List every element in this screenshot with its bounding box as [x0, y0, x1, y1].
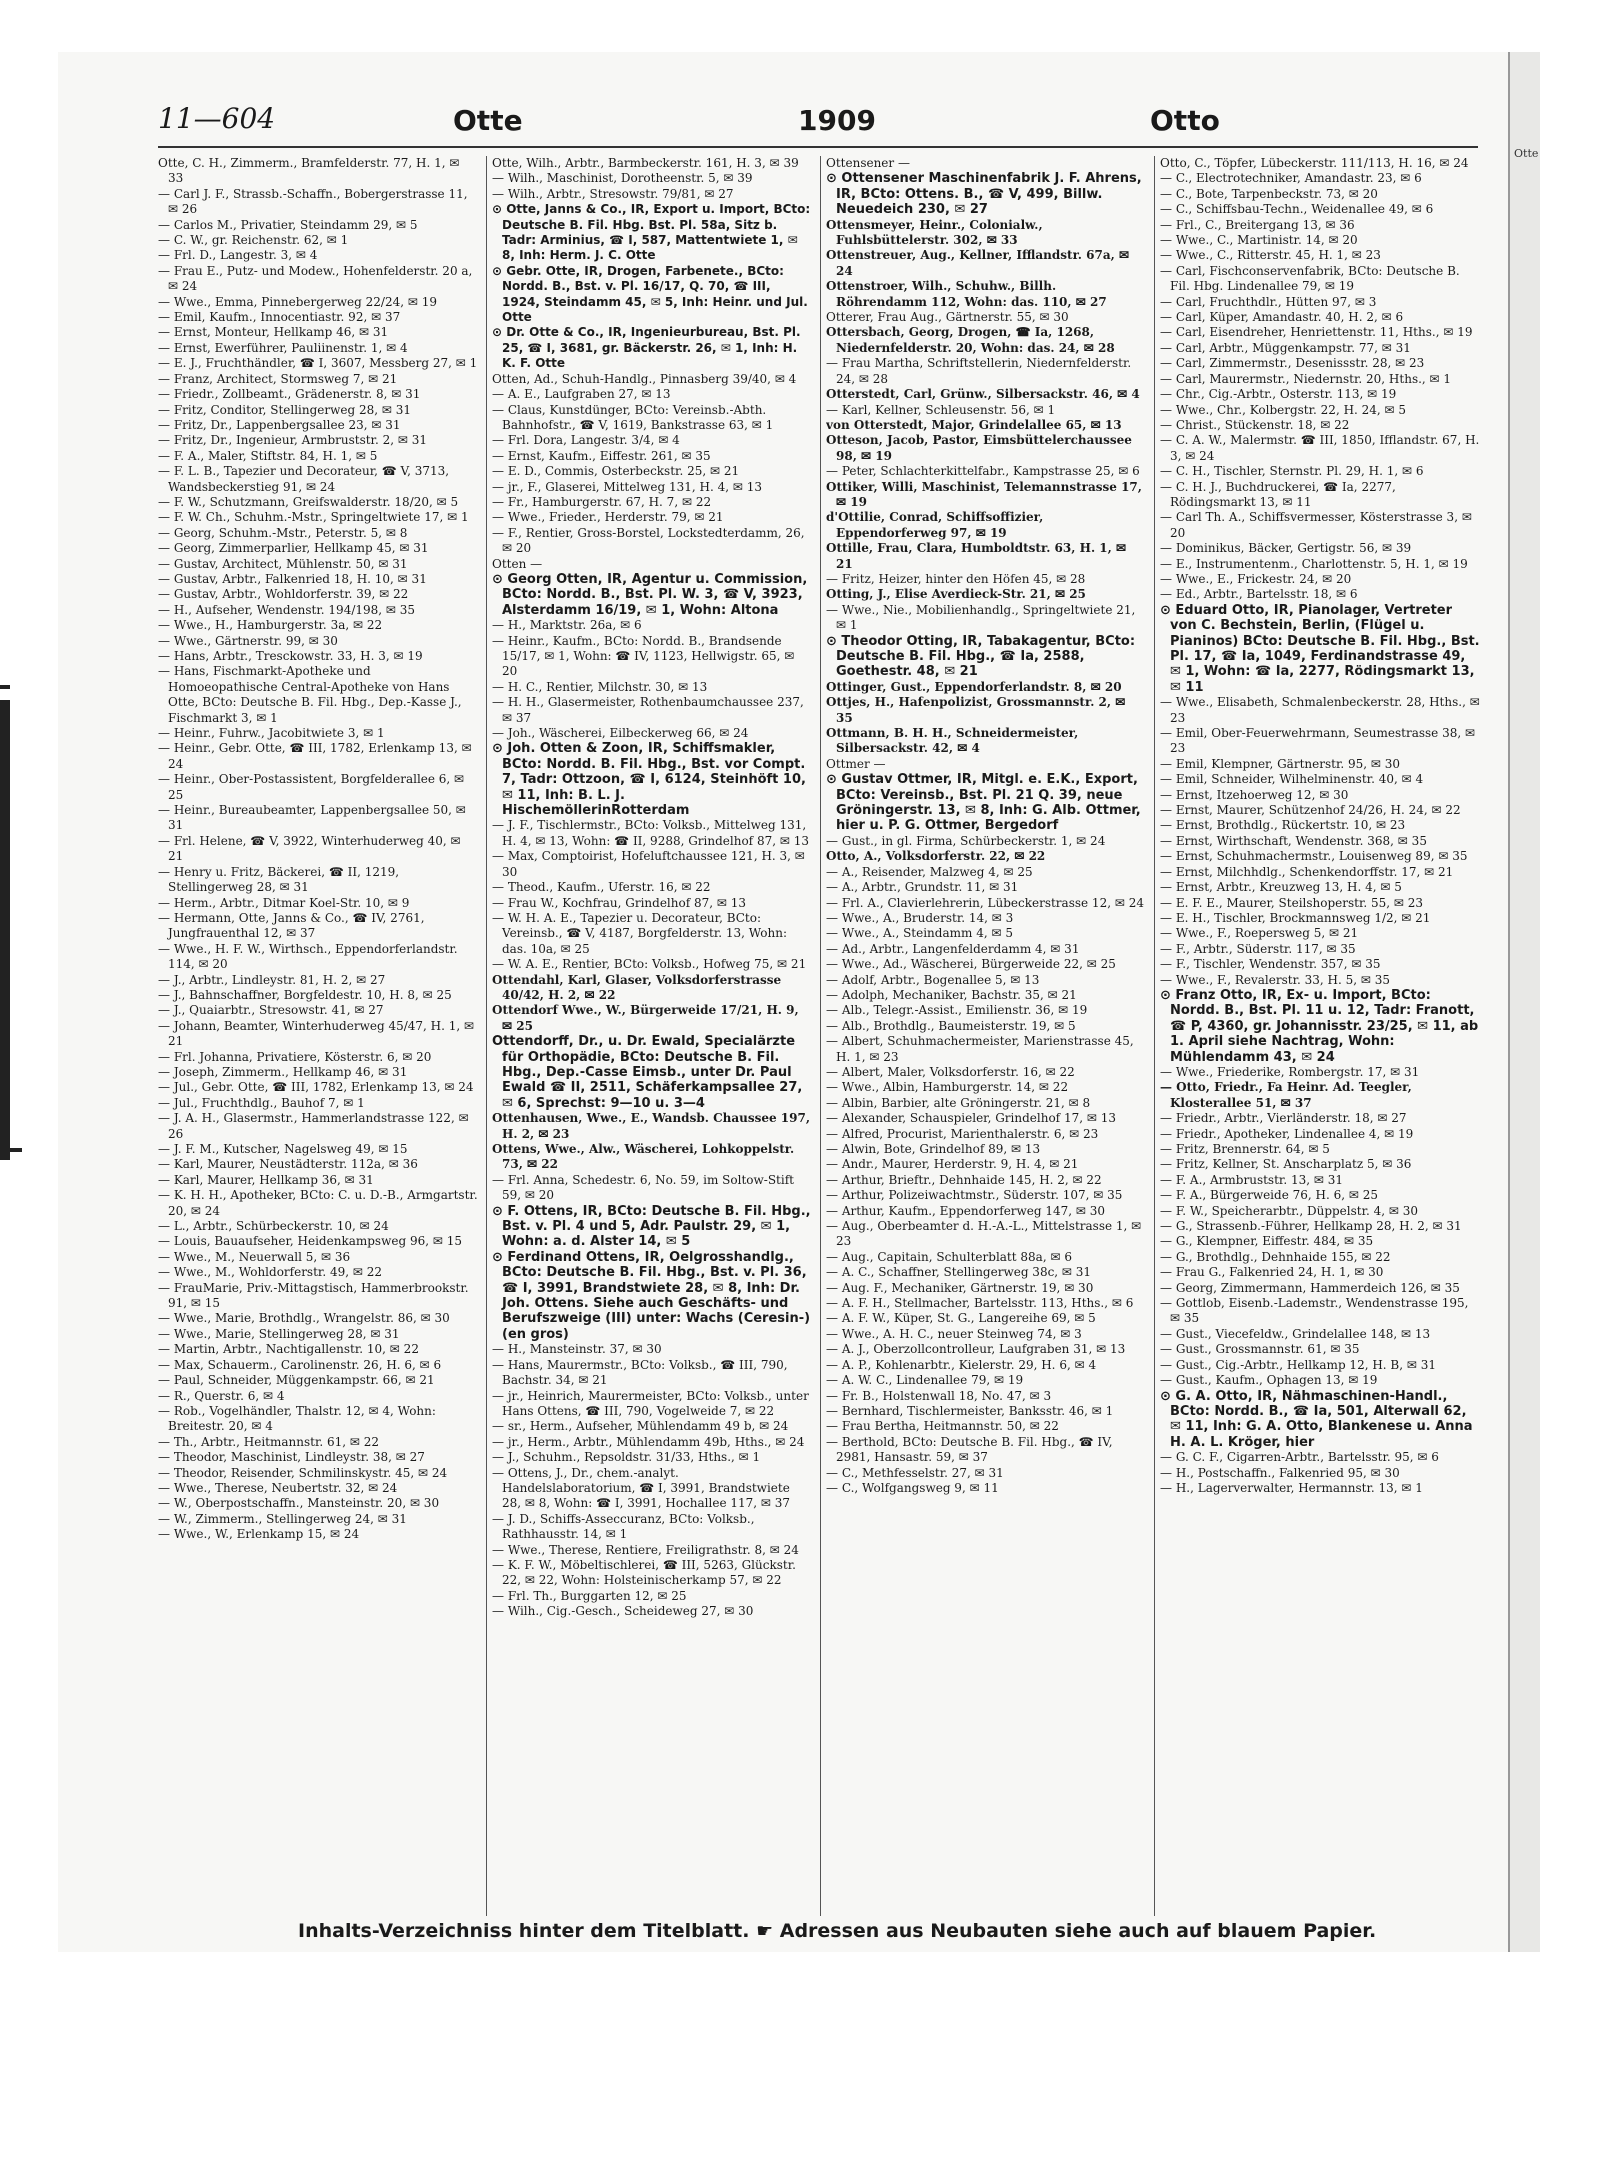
directory-entry: — Carl, Zimmermstr., Desenissstr. 28, ✉ 23: [1160, 356, 1425, 371]
directory-entry: — Fritz, Conditor, Stellingerweg 28, ✉ 31: [158, 402, 412, 417]
firm-entry: ⊙ F. Ottens, IR, BCto: Deutsche B. Fil. Hbg., Bst. v. Pl. 4 und 5, Adr. Paulstr. 29, ✉ 1, Wohn: a. d. Alster 14, ✉ 5: [492, 1203, 811, 1250]
directory-entry: ⊙ Dr. Otte & Co., IR, Ingenieurbureau, Bst. Pl. 25, ☎ I, 3681, gr. Bäckerstr. 26, ✉ 1, Inh: H. K. F. Otte: [492, 325, 801, 371]
column-divider: [486, 156, 487, 1916]
directory-entry: — Heinr., Ober-Postassistent, Borgfelderallee 6, ✉ 25: [158, 772, 465, 802]
directory-entry: — J., Arbtr., Lindleystr. 81, H. 2, ✉ 27: [158, 972, 386, 987]
directory-entry: — Fritz, Kellner, St. Anscharplatz 5, ✉ 36: [1160, 1157, 1412, 1172]
directory-entry: — G., Brothdlg., Dehnhaide 155, ✉ 22: [1160, 1249, 1391, 1264]
directory-entry: — Georg, Zimmermann, Hammerdeich 126, ✉ 35: [1160, 1280, 1460, 1295]
directory-entry: d'Ottilie, Conrad, Schiffsoffizier, Eppendorferweg 97, ✉ 19: [826, 510, 1044, 540]
directory-entry: — C. H., Tischler, Sternstr. Pl. 29, H. 1, ✉ 6: [1160, 464, 1424, 479]
directory-entry: — Albin, Barbier, alte Gröningerstr. 21, ✉ 8: [826, 1095, 1091, 1110]
directory-entry: — Adolph, Mechaniker, Bachstr. 35, ✉ 21: [826, 987, 1077, 1002]
directory-entry: Otting, J., Elise Averdieck-Str. 21, ✉ 25: [826, 587, 1086, 602]
directory-entry: — Max, Schauerm., Carolinenstr. 26, H. 6, ✉ 6: [158, 1357, 442, 1372]
directory-entry: — Carl Th. A., Schiffsvermesser, Kösterstrasse 3, ✉ 20: [1160, 510, 1472, 540]
directory-entry: — Heinr., Gebr. Otte, ☎ III, 1782, Erlenkamp 13, ✉ 24: [158, 741, 472, 771]
directory-entry: Ottersbach, Georg, Drogen, ☎ Ia, 1268, Niedernfelderstr. 20, Wohn: das. 24, ✉ 28: [826, 325, 1115, 355]
directory-entry: — F. W., Speicherarbtr., Düppelstr. 4, ✉ 30: [1160, 1203, 1419, 1218]
firm-entry: Ottendorff, Dr., u. Dr. Ewald, Specialärzte für Orthopädie, BCto: Deutsche B. Fil. Hbg., Dep.-Casse Eimsb., unter Dr. Paul Ewald ☎ II, 2511, Schäferkampsallee 27, ✉ 6, Sprechst: 9—10 u. 3—4: [492, 1034, 803, 1111]
column-2: [492, 156, 812, 1916]
directory-entry: Otto, A., Volksdorferstr. 22, ✉ 22: [826, 849, 1046, 864]
directory-entry: von Otterstedt, Major, Grindelallee 65, ✉ 13: [826, 417, 1122, 432]
directory-entry: Ottendahl, Karl, Glaser, Volksdorferstrasse 40/42, H. 2, ✉ 22: [492, 972, 782, 1002]
year: 1909: [798, 104, 876, 137]
directory-entry: — C., Electrotechniker, Amandastr. 23, ✉ 6: [1160, 171, 1422, 186]
directory-entry: — Hans, Arbtr., Tresckowstr. 33, H. 3, ✉ 19: [158, 649, 423, 663]
directory-entry: — Gustav, Arbtr., Falkenried 18, H. 10, ✉ 31: [158, 571, 427, 586]
directory-entry: — E. H., Tischler, Brockmannsweg 1/2, ✉ 21: [1160, 910, 1431, 925]
directory-entry: — Fr. B., Holstenwall 18, No. 47, ✉ 3: [826, 1388, 1052, 1403]
directory-entry: Ottensmeyer, Heinr., Colonialw., Fuhlsbüttelerstr. 302, ✉ 33: [826, 217, 1043, 248]
directory-entry: — Ernst, Kaufm., Eiffestr. 261, ✉ 35: [492, 448, 711, 463]
directory-entry: — Theodor, Maschinist, Lindleystr. 38, ✉ 27: [158, 1450, 425, 1465]
directory-entry: — Joh., Wäscherei, Eilbeckerweg 66, ✉ 24: [492, 726, 749, 741]
directory-entry: Otten, Ad., Schuh-Handlg., Pinnasberg 39/40, ✉ 4: [492, 371, 797, 386]
directory-entry: — Wwe., Therese, Neubertstr. 32, ✉ 24: [158, 1480, 398, 1495]
directory-entry: — Ernst, Monteur, Hellkamp 46, ✉ 31: [158, 325, 389, 340]
directory-entry: — Wwe., H., Hamburgerstr. 3a, ✉ 22: [158, 618, 383, 633]
directory-entry: — H., Mansteinstr. 37, ✉ 30: [492, 1342, 662, 1357]
directory-entry: — sr., Herm., Aufseher, Mühlendamm 49 b, ✉ 24: [492, 1419, 789, 1434]
directory-entry: — Henry u. Fritz, Bäckerei, ☎ II, 1219, Stellingerweg 28, ✉ 31: [158, 864, 400, 895]
directory-entry: — Wwe., Marie, Stellingerweg 28, ✉ 31: [158, 1326, 400, 1341]
directory-entry: — Ernst, Milchhdlg., Schenkendorffstr. 17, ✉ 21: [1160, 864, 1454, 879]
directory-entry: Ottjes, H., Hafenpolizist, Grossmannstr. 2, ✉ 35: [826, 695, 1126, 725]
directory-entry: — Alexander, Schauspieler, Grindelhof 17, ✉ 13: [826, 1111, 1116, 1126]
column-1: [158, 156, 478, 1916]
directory-entry: — Ottens, J., Dr., chem.-analyt. Handelslaboratorium, ☎ I, 3991, Brandstwiete 28, ✉ 8, Wohn: ☎ I, 3991, Hochallee 117, ✉ 37: [492, 1465, 791, 1511]
directory-entry: — Karl, Maurer, Hellkamp 36, ✉ 31: [158, 1172, 374, 1187]
directory-entry: — Karl, Maurer, Neustädterstr. 112a, ✉ 36: [158, 1157, 418, 1172]
directory-entry: — Karl, Kellner, Schleusenstr. 56, ✉ 1: [826, 402, 1056, 417]
directory-entry: — Paul, Schneider, Müggenkampstr. 66, ✉ 21: [158, 1373, 435, 1388]
directory-entry: — FrauMarie, Priv.-Mittagstisch, Hammerbrookstr. 91, ✉ 15: [158, 1280, 469, 1311]
directory-entry: — Frau W., Kochfrau, Grindelhof 87, ✉ 13: [492, 895, 747, 910]
directory-entry: — H., Marktstr. 26a, ✉ 6: [492, 618, 642, 633]
directory-entry: Ottenstroer, Wilh., Schuhw., Billh. Röhrendamm 112, Wohn: das. 110, ✉ 27: [826, 279, 1107, 309]
directory-entry: — Ernst, Brothdlg., Rückertstr. 10, ✉ 23: [1160, 818, 1406, 833]
directory-entry: — Joseph, Zimmerm., Hellkamp 46, ✉ 31: [158, 1064, 408, 1079]
directory-entry: — Frl. Helene, ☎ V, 3922, Winterhuderweg 40, ✉ 21: [158, 833, 461, 864]
directory-entry: Otte, Wilh., Arbtr., Barmbeckerstr. 161, H. 3, ✉ 39: [492, 156, 799, 170]
directory-entry: — Otto, Friedr., Fa Heinr. Ad. Teegler, Klosterallee 51, ✉ 37: [1160, 1080, 1412, 1110]
page-number: 11—604: [158, 102, 276, 135]
directory-entry: — Aug. F., Mechaniker, Gärtnerstr. 19, ✉ 30: [826, 1280, 1094, 1295]
directory-entry: — L., Arbtr., Schürbeckerstr. 10, ✉ 24: [158, 1219, 389, 1234]
directory-entry: — Wwe., Albin, Hamburgerstr. 14, ✉ 22: [826, 1080, 1069, 1095]
directory-entry: — Christ., Stückenstr. 18, ✉ 22: [1160, 417, 1350, 432]
directory-entry: Otte, C. H., Zimmerm., Bramfelderstr. 77, H. 1, ✉ 33: [158, 156, 460, 186]
directory-entry: — jr., Heinrich, Maurermeister, BCto: Volksb., unter Hans Ottens, ☎ III, 790, Vogelweide 7, ✉ 22: [492, 1388, 809, 1418]
directory-entry: — C., Schiffsbau-Techn., Weidenallee 49, ✉ 6: [1160, 202, 1434, 217]
directory-entry: — F. A., Bürgerweide 76, H. 6, ✉ 25: [1160, 1188, 1379, 1203]
directory-entry: ⊙ Gebr. Otte, IR, Drogen, Farbenete., BCto: Nordd. B., Bst. v. Pl. 16/17, Q. 70, ☎ III, 1924, Steindamm 45, ✉ 5, Inh: Heinr. und Jul. Otte: [492, 263, 808, 325]
directory-entry: Otterstedt, Carl, Grünw., Silbersackstr. 46, ✉ 4: [826, 387, 1140, 402]
directory-entry: — Berthold, BCto: Deutsche B. Fil. Hbg., ☎ IV, 2981, Hansastr. 59, ✉ 37: [826, 1434, 1113, 1465]
directory-entry: — F. W. Ch., Schuhm.-Mstr., Springeltwiete 17, ✉ 1: [158, 510, 469, 525]
directory-entry: — Frl., C., Breitergang 13, ✉ 36: [1160, 217, 1355, 232]
directory-entry: — Ernst, Schuhmachermstr., Louisenweg 89, ✉ 35: [1160, 849, 1468, 864]
directory-entry: — H., Lagerverwalter, Hermannstr. 13, ✉ 1: [1160, 1480, 1423, 1495]
directory-entry: — Wwe., F., Revalerstr. 33, H. 5, ✉ 35: [1160, 972, 1391, 987]
directory-entry: — Wwe., H. F. W., Wirthsch., Eppendorferlandstr. 114, ✉ 20: [158, 941, 458, 972]
directory-entry: — Albert, Schuhmachermeister, Marienstrasse 45, H. 1, ✉ 23: [826, 1034, 1134, 1064]
directory-entry: — J. F. M., Kutscher, Nagelsweg 49, ✉ 15: [158, 1142, 408, 1156]
directory-entry: — Dominikus, Bäcker, Gertigstr. 56, ✉ 39: [1160, 541, 1412, 556]
directory-entry: — Wwe., Frieder., Herderstr. 79, ✉ 21: [492, 510, 724, 525]
directory-entry: — A. F. W., Küper, St. G., Langereihe 69, ✉ 5: [826, 1311, 1096, 1326]
directory-entry: — Albert, Maler, Volksdorferstr. 16, ✉ 22: [826, 1064, 1075, 1079]
directory-entry: — C. W., gr. Reichenstr. 62, ✉ 1: [158, 233, 349, 248]
directory-entry: — Heinr., Fuhrw., Jacobitwiete 3, ✉ 1: [158, 726, 385, 741]
directory-entry: — Heinr., Kaufm., BCto: Nordd. B., Brandsende 15/17, ✉ 1, Wohn: ☎ IV, 1123, Hellwigstr. 65, ✉ 20: [492, 633, 795, 679]
directory-entry: — F., Arbtr., Süderstr. 117, ✉ 35: [1160, 941, 1356, 956]
right-running-title: Otto: [1150, 104, 1220, 137]
directory-entry: — Jul., Gebr. Otte, ☎ III, 1782, Erlenkamp 13, ✉ 24: [158, 1080, 474, 1095]
directory-entry: — A. J., Oberzollcontrolleur, Laufgraben 31, ✉ 13: [826, 1342, 1126, 1357]
directory-entry: — Adolf, Arbtr., Bogenallee 5, ✉ 13: [826, 972, 1040, 987]
directory-entry: — Wilh., Maschinist, Dorotheenstr. 5, ✉ 39: [492, 171, 753, 186]
column-divider: [1154, 156, 1155, 1916]
directory-entry: — Frl. Th., Burggarten 12, ✉ 25: [492, 1588, 687, 1603]
directory-entry: — Claus, Kunstdünger, BCto: Vereinsb.-Abth. Bahnhofstr., ☎ V, 1619, Bankstrasse 63, ✉ 1: [492, 402, 774, 432]
directory-entry: — Gustav, Architect, Mühlenstr. 50, ✉ 31: [158, 556, 408, 571]
directory-entry: Ottensener —: [826, 156, 910, 170]
directory-entry: — J., Quaiarbtr., Stresowstr. 41, ✉ 27: [158, 1003, 384, 1018]
directory-entry: — E. F. E., Maurer, Steilshoperstr. 55, ✉ 23: [1160, 895, 1424, 910]
directory-entry: — E. D., Commis, Osterbeckstr. 25, ✉ 21: [492, 464, 740, 479]
directory-entry: — J., Schuhm., Repsoldstr. 31/33, Hths., ✉ 1: [492, 1450, 761, 1465]
directory-entry: — Carl, Arbtr., Müggenkampstr. 77, ✉ 31: [1160, 340, 1411, 355]
directory-entry: — Hans, Fischmarkt-Apotheke und Homoeopathische Central-Apotheke von Hans Otte, BCto: Deutsche B. Fil. Hbg., Dep.-Kasse J., Fischmarkt 3, ✉ 1: [158, 664, 462, 725]
adjacent-page-text: Otte: [1514, 147, 1539, 160]
directory-entry: Ottiker, Willi, Maschinist, Telemannstrasse 17, ✉ 19: [826, 479, 1142, 509]
directory-entry: — Wwe., Marie, Brothdlg., Wrangelstr. 86, ✉ 30: [158, 1311, 450, 1326]
page-footer: Inhalts-Verzeichniss hinter dem Titelblatt. ☛ Adressen aus Neubauten siehe auch auf blauem Papier.: [298, 1920, 1377, 1942]
directory-entry: — Gust., Grossmannstr. 61, ✉ 35: [1160, 1342, 1360, 1357]
directory-entry: — Wwe., M., Neuerwall 5, ✉ 36: [158, 1249, 351, 1264]
directory-entry: — Georg, Schuhm.-Mstr., Peterstr. 5, ✉ 8: [158, 525, 408, 540]
firm-entry: ⊙ Ferdinand Ottens, IR, Oelgrosshandlg., BCto: Deutsche B. Fil. Hbg., Bst. v. Pl. 36, ☎ I, 3991, Brandstwiete 28, ✉ 8, Inh: Dr. Joh. Ottens. Siehe auch Geschäfts- und Berufszweige (III) unter: Wachs (Ceresin-) (en gros): [492, 1249, 811, 1342]
directory-entry: — W., Oberpostschaffn., Mansteinstr. 20, ✉ 30: [158, 1496, 440, 1511]
directory-entry: — Wwe., A., Steindamm 4, ✉ 5: [826, 926, 1013, 941]
directory-entry: Otten —: [492, 556, 543, 571]
directory-entry: — Ernst, Arbtr., Kreuzweg 13, H. 4, ✉ 5: [1160, 880, 1402, 895]
directory-entry: — H. H., Glasermeister, Rothenbaumchaussee 237, ✉ 37: [492, 695, 804, 725]
directory-entry: Ottendorf Wwe., W., Bürgerweide 17/21, H. 9, ✉ 25: [492, 1003, 799, 1033]
directory-entry: — Friedr., Arbtr., Vierländerstr. 18, ✉ 27: [1160, 1111, 1407, 1126]
directory-entry: — Aug., Oberbeamter d. H.-A.-L., Mittelstrasse 1, ✉ 23: [826, 1219, 1142, 1249]
firm-entry: ⊙ Eduard Otto, IR, Pianolager, Vertreter von C. Bechstein, Berlin, (Flügel u. Pianinos) BCto: Deutsche B. Fil. Hbg., Bst. Pl. 17, ☎ Ia, 1049, Ferdinandstrasse 49, ✉ 1, Wohn: ☎ Ia, 2277, Rödingsmarkt 13, ✉ 11: [1160, 602, 1480, 695]
directory-entry: — Fritz, Brennerstr. 64, ✉ 5: [1160, 1142, 1330, 1156]
directory-entry: — Martin, Arbtr., Nachtigallenstr. 10, ✉ 22: [158, 1342, 419, 1357]
directory-entry: — Gust., Viecefeldw., Grindelallee 148, ✉ 13: [1160, 1326, 1431, 1341]
directory-entry: — Emil, Klempner, Gärtnerstr. 95, ✉ 30: [1160, 756, 1401, 771]
directory-entry: — R., Querstr. 6, ✉ 4: [158, 1388, 285, 1403]
directory-entry: — K. F. W., Möbeltischlerei, ☎ III, 5263, Glückstr. 22, ✉ 22, Wohn: Holsteinischerkamp 57, ✉ 22: [492, 1557, 796, 1588]
directory-entry: — Wwe., A. H. C., neuer Steinweg 74, ✉ 3: [826, 1326, 1082, 1341]
directory-entry: — Gust., in gl. Firma, Schürbeckerstr. 1, ✉ 24: [826, 833, 1106, 848]
page-header: [158, 102, 1478, 142]
directory-page: [58, 52, 1508, 1952]
directory-entry: — Theod., Kaufm., Uferstr. 16, ✉ 22: [492, 880, 711, 895]
directory-entry: — Frau E., Putz- und Modew., Hohenfelderstr. 20 a, ✉ 24: [158, 263, 473, 294]
directory-entry: Ottinger, Gust., Eppendorferlandstr. 8, ✉ 20: [826, 679, 1122, 694]
directory-entry: — G., Klempner, Eiffestr. 484, ✉ 35: [1160, 1234, 1374, 1249]
directory-entry: — A., Reisender, Malzweg 4, ✉ 25: [826, 864, 1033, 879]
firm-entry: ⊙ Franz Otto, IR, Ex- u. Import, BCto: Nordd. B., Bst. Pl. 11 u. 12, Tadr: Franott, ☎ P, 4360, gr. Johannisstr. 23/25, ✉ 11, ab 1. April siehe Nachtrag, Wohn: Mühlendamm 43, ✉ 24: [1160, 987, 1479, 1065]
directory-entry: Ottmer —: [826, 756, 886, 771]
directory-entry: — A. F. H., Stellmacher, Bartelsstr. 113, Hths., ✉ 6: [826, 1296, 1134, 1311]
directory-entry: — C., Methfesselstr. 27, ✉ 31: [826, 1465, 1004, 1480]
directory-entry: — Wilh., Arbtr., Stresowstr. 79/81, ✉ 27: [492, 186, 734, 201]
directory-entry: — H., Aufseher, Wendenstr. 194/198, ✉ 35: [158, 602, 416, 617]
directory-entry: — A., Arbtr., Grundstr. 11, ✉ 31: [826, 880, 1019, 895]
directory-entry: — Theodor, Reisender, Schmilinskystr. 45, ✉ 24: [158, 1465, 448, 1480]
directory-entry: — Ad., Arbtr., Langenfelderdamm 4, ✉ 31: [826, 941, 1080, 956]
directory-entry: — C., Wolfgangsweg 9, ✉ 11: [826, 1480, 999, 1495]
directory-entry: — Wwe., A., Bruderstr. 14, ✉ 3: [826, 910, 1014, 925]
directory-entry: Ottmann, B. H. H., Schneidermeister, Silbersackstr. 42, ✉ 4: [826, 726, 1079, 756]
directory-entry: Ottens, Wwe., Alw., Wäscherei, Lohkoppelstr. 73, ✉ 22: [492, 1142, 795, 1172]
directory-entry: — Bernhard, Tischlermeister, Banksstr. 46, ✉ 1: [826, 1403, 1114, 1418]
directory-entry: — A. C., Schaffner, Stellingerweg 38c, ✉ 31: [826, 1265, 1092, 1280]
directory-entry: — H. C., Rentier, Milchstr. 30, ✉ 13: [492, 679, 708, 694]
firm-entry: ⊙ G. A. Otto, IR, Nähmaschinen-Handl., BCto: Nordd. B., ☎ Ia, 501, Alterwall 62, ✉ 11, Inh: G. A. Otto, Blankenese u. Anna H. A. L. Kröger, hier: [1160, 1388, 1473, 1450]
directory-entry: — J., Bahnschaffner, Borgfeldestr. 10, H. 8, ✉ 25: [158, 987, 452, 1002]
directory-entry: Ottille, Frau, Clara, Humboldtstr. 63, H. 1, ✉ 21: [826, 541, 1127, 571]
directory-entry: — Fritz, Heizer, hinter den Höfen 45, ✉ 28: [826, 571, 1086, 586]
margin-mark: [0, 1148, 22, 1152]
directory-entry: — Fritz, Dr., Lappenbergsallee 23, ✉ 31: [158, 417, 401, 432]
directory-entry: — Fritz, Dr., Ingenieur, Armbruststr. 2, ✉ 31: [158, 433, 428, 448]
directory-entry: Otterer, Frau Aug., Gärtnerstr. 55, ✉ 30: [826, 310, 1069, 325]
directory-entry: — Carl, Eisendreher, Henriettenstr. 11, Hths., ✉ 19: [1160, 325, 1473, 340]
directory-entry: — Friedr., Apotheker, Lindenallee 4, ✉ 19: [1160, 1126, 1414, 1141]
directory-entry: — A. P., Kohlenarbtr., Kielerstr. 29, H. 6, ✉ 4: [826, 1357, 1097, 1372]
directory-entry: — Gust., Cig.-Arbtr., Hellkamp 12, H. B, ✉ 31: [1160, 1357, 1437, 1372]
directory-entry: — Arthur, Polizeiwachtmstr., Süderstr. 107, ✉ 35: [826, 1188, 1123, 1203]
directory-entry: — jr., Herm., Arbtr., Mühlendamm 49b, Hths., ✉ 24: [492, 1434, 805, 1449]
header-rule: [158, 146, 1478, 148]
directory-entry: — Aug., Capitain, Schulterblatt 88a, ✉ 6: [826, 1249, 1072, 1264]
directory-entry: — Wwe., F., Roepersweg 5, ✉ 21: [1160, 926, 1359, 941]
directory-entry: — Wwe., Chr., Kolbergstr. 22, H. 24, ✉ 5: [1160, 402, 1407, 417]
directory-entry: — Gottlob, Eisenb.-Lademstr., Wendenstrasse 195, ✉ 35: [1160, 1296, 1469, 1326]
directory-entry: — C. A. W., Malermstr. ☎ III, 1850, Ifflandstr. 67, H. 3, ✉ 24: [1160, 433, 1480, 463]
directory-entry: — Frau G., Falkenried 24, H. 1, ✉ 30: [1160, 1265, 1384, 1280]
directory-entry: — Carl, Küper, Amandastr. 40, H. 2, ✉ 6: [1160, 310, 1404, 325]
directory-entry: — F. A., Maler, Stiftstr. 84, H. 1, ✉ 5: [158, 448, 378, 463]
directory-entry: ⊙ Otte, Janns & Co., IR, Export u. Import, BCto: Deutsche B. Fil. Hbg. Bst. Pl. 58a, Sitz b. Tadr: Arminius, ☎ I, 587, Mattentwiete 1, ✉ 8, Inh: Herm. J. C. Otte: [492, 202, 811, 263]
directory-entry: — J. A. H., Glasermstr., Hammerlandstrasse 122, ✉ 26: [158, 1111, 469, 1141]
directory-entry: — Frau Martha, Schriftstellerin, Niedernfelderstr. 24, ✉ 28: [826, 356, 1132, 386]
directory-entry: — Arthur, Brieftr., Dehnhaide 145, H. 2, ✉ 22: [826, 1172, 1102, 1187]
directory-entry: — Carl J. F., Strassb.-Schaffn., Bobergerstrasse 11, ✉ 26: [158, 186, 468, 217]
directory-entry: — Alfred, Procurist, Marienthalerstr. 6, ✉ 23: [826, 1126, 1099, 1141]
directory-entry: — Heinr., Bureaubeamter, Lappenbergsallee 50, ✉ 31: [158, 803, 466, 833]
directory-entry: — Alb., Telegr.-Assist., Emilienstr. 36, ✉ 19: [826, 1003, 1088, 1018]
column-divider: [820, 156, 821, 1916]
directory-entry: — Frl. A., Clavierlehrerin, Lübeckerstrasse 12, ✉ 24: [826, 895, 1144, 910]
directory-entry: — Gustav, Arbtr., Wohldorferstr. 39, ✉ 22: [158, 587, 409, 602]
directory-entry: — Wwe., Nie., Mobilienhandlg., Springeltwiete 21, ✉ 1: [826, 602, 1136, 633]
directory-entry: — Ernst, Itzehoerweg 12, ✉ 30: [1160, 787, 1349, 802]
directory-entry: — Wwe., C., Ritterstr. 45, H. 1, ✉ 23: [1160, 248, 1381, 263]
directory-entry: — Georg, Zimmerparlier, Hellkamp 45, ✉ 31: [158, 541, 429, 556]
directory-entry: Ottenstreuer, Aug., Kellner, Ifflandstr. 67a, ✉ 24: [826, 248, 1130, 278]
directory-entry: — Frau Bertha, Heitmannstr. 50, ✉ 22: [826, 1419, 1059, 1434]
directory-entry: — E., Instrumentenm., Charlottenstr. 5, H. 1, ✉ 19: [1160, 556, 1468, 571]
directory-entry: — Hans, Maurermstr., BCto: Volksb., ☎ III, 790, Bachstr. 34, ✉ 21: [492, 1357, 788, 1388]
directory-entry: — Wwe., Ad., Wäscherei, Bürgerweide 22, ✉ 25: [826, 957, 1116, 972]
left-running-title: Otte: [453, 104, 523, 137]
directory-entry: — W., Zimmerm., Stellingerweg 24, ✉ 31: [158, 1511, 407, 1526]
directory-entry: — W. A. E., Rentier, BCto: Volksb., Hofweg 75, ✉ 21: [492, 957, 807, 972]
directory-entry: — Ed., Arbtr., Bartelsstr. 18, ✉ 6: [1160, 587, 1358, 602]
directory-entry: — Gust., Kaufm., Ophagen 13, ✉ 19: [1160, 1373, 1378, 1388]
directory-entry: — Alb., Brothdlg., Baumeisterstr. 19, ✉ 5: [826, 1018, 1076, 1033]
directory-entry: Otteson, Jacob, Pastor, Eimsbüttelerchaussee 98, ✉ 19: [826, 433, 1132, 463]
directory-entry: — Emil, Ober-Feuerwehrmann, Seumestrasse 38, ✉ 23: [1160, 726, 1476, 756]
directory-entry: — Frl. D., Langestr. 3, ✉ 4: [158, 248, 318, 263]
directory-entry: — Johann, Beamter, Winterhuderweg 45/47, H. 1, ✉ 21: [158, 1018, 475, 1049]
margin-mark: [0, 685, 10, 689]
firm-entry: ⊙ Theodor Otting, IR, Tabakagentur, BCto: Deutsche B. Fil. Hbg., ☎ Ia, 2588, Goethestr. 48, ✉ 21: [826, 633, 1136, 680]
directory-entry: — Ernst, Wirthschaft, Wendenstr. 368, ✉ 35: [1160, 833, 1427, 848]
directory-entry: — Friedr., Zollbeamt., Grädenerstr. 8, ✉ 31: [158, 387, 421, 402]
directory-entry: — Jul., Fruchthdlg., Bauhof 7, ✉ 1: [158, 1095, 365, 1110]
directory-entry: — A. E., Laufgraben 27, ✉ 13: [492, 387, 671, 402]
directory-entry: — Carl, Fruchthdlr., Hütten 97, ✉ 3: [1160, 294, 1377, 309]
directory-entry: — Carlos M., Privatier, Steindamm 29, ✉ 5: [158, 217, 418, 232]
directory-entry: — Herm., Arbtr., Ditmar Koel-Str. 10, ✉ 9: [158, 895, 410, 910]
directory-entry: — W. H. A. E., Tapezier u. Decorateur, BCto: Vereinsb., ☎ V, 4187, Borgfelderstr. 13, Wohn: das. 10a, ✉ 25: [492, 910, 788, 956]
directory-entry: — C., Bote, Tarpenbeckstr. 73, ✉ 20: [1160, 186, 1378, 201]
directory-entry: — Wwe., Elisabeth, Schmalenbeckerstr. 28, Hths., ✉ 23: [1160, 695, 1480, 725]
directory-entry: — Wilh., Cig.-Gesch., Scheideweg 27, ✉ 30: [492, 1604, 754, 1619]
directory-entry: — Wwe., Friederike, Rombergstr. 17, ✉ 31: [1160, 1064, 1420, 1079]
directory-entry: — Andr., Maurer, Herderstr. 9, H. 4, ✉ 21: [826, 1157, 1079, 1172]
directory-entry: — Louis, Bauaufseher, Heidenkampsweg 96, ✉ 15: [158, 1234, 462, 1249]
directory-entry: Ottenhausen, Wwe., E., Wandsb. Chaussee 197, H. 2, ✉ 23: [492, 1111, 811, 1141]
directory-entry: — A. W. C., Lindenallee 79, ✉ 19: [826, 1373, 1024, 1388]
directory-entry: — Emil, Kaufm., Innocentiastr. 92, ✉ 37: [158, 310, 401, 325]
directory-entry: — J. F., Tischlermstr., BCto: Volksb., Mittelweg 131, H. 4, ✉ 13, Wohn: ☎ II, 9288, Grindelhof 87, ✉ 13: [492, 818, 809, 848]
directory-entry: — Peter, Schlachterkittelfabr., Kampstrasse 25, ✉ 6: [826, 464, 1140, 479]
directory-entry: — K. H. H., Apotheker, BCto: C. u. D.-B., Armgartstr. 20, ✉ 24: [158, 1188, 478, 1218]
directory-entry: — Wwe., M., Wohldorferstr. 49, ✉ 22: [158, 1265, 382, 1280]
directory-entry: — Max, Comptoirist, Hofeluftchaussee 121, H. 3, ✉ 30: [492, 849, 805, 879]
directory-entry: — Frl. Anna, Schedestr. 6, No. 59, im Soltow-Stift 59, ✉ 20: [492, 1172, 794, 1203]
directory-entry: — Wwe., Therese, Rentiere, Freiligrathstr. 8, ✉ 24: [492, 1542, 799, 1557]
firm-entry: ⊙ Georg Otten, IR, Agentur u. Commission, BCto: Nordd. B., Bst. Pl. W. 3, ☎ V, 3923, Alsterdamm 16/19, ✉ 1, Wohn: Altona: [492, 571, 808, 618]
directory-entry: — Ernst, Maurer, Schützenhof 24/26, H. 24, ✉ 22: [1160, 803, 1461, 818]
directory-entry: — Frl. Dora, Langestr. 3/4, ✉ 4: [492, 433, 680, 448]
directory-entry: — G. C. F., Cigarren-Arbtr., Bartelsstr. 95, ✉ 6: [1160, 1450, 1439, 1465]
directory-entry: — Rob., Vogelhändler, Thalstr. 12, ✉ 4, Wohn: Breitestr. 20, ✉ 4: [158, 1403, 436, 1434]
column-3: [826, 156, 1146, 1916]
firm-entry: ⊙ Ottensener Maschinenfabrik J. F. Ahrens, IR, BCto: Ottens. B., ☎ V, 499, Billw. Neuedeich 230, ✉ 27: [826, 171, 1142, 218]
directory-entry: — Alwin, Bote, Grindelhof 89, ✉ 13: [826, 1142, 1041, 1156]
directory-entry: — Wwe., E., Frickestr. 24, ✉ 20: [1160, 571, 1352, 586]
directory-entry: — Franz, Architect, Stormsweg 7, ✉ 21: [158, 371, 398, 386]
column-4: [1160, 156, 1480, 1916]
directory-entry: — Hermann, Otte, Janns & Co., ☎ IV, 2761, Jungfrauenthal 12, ✉ 37: [158, 910, 425, 941]
directory-entry: — Wwe., W., Erlenkamp 15, ✉ 24: [158, 1527, 360, 1542]
directory-entry: — Carl, Maurermstr., Niedernstr. 20, Hths., ✉ 1: [1160, 371, 1452, 386]
directory-entry: — Chr., Cig.-Arbtr., Osterstr. 113, ✉ 19: [1160, 387, 1397, 402]
directory-entry: — G., Strassenb.-Führer, Hellkamp 28, H. 2, ✉ 31: [1160, 1219, 1462, 1234]
binding-mark: [0, 700, 10, 1160]
directory-entry: — F. L. B., Tapezier und Decorateur, ☎ V, 3713, Wandsbeckerstieg 91, ✉ 24: [158, 464, 450, 494]
directory-entry: — C. H. J., Buchdruckerei, ☎ Ia, 2277, Rödingsmarkt 13, ✉ 11: [1160, 479, 1396, 509]
directory-entry: — Emil, Schneider, Wilhelminenstr. 40, ✉ 4: [1160, 772, 1424, 787]
directory-entry: Otto, C., Töpfer, Lübeckerstr. 111/113, H. 16, ✉ 24: [1160, 156, 1469, 170]
adjacent-page-edge: [1508, 52, 1540, 1952]
directory-entry: — F., Rentier, Gross-Borstel, Lockstedterdamm, 26, ✉ 20: [492, 525, 805, 556]
directory-entry: — F., Tischler, Wendenstr. 357, ✉ 35: [1160, 957, 1381, 972]
directory-entry: — Wwe., Gärtnerstr. 99, ✉ 30: [158, 633, 338, 648]
directory-entry: — F. A., Armbruststr. 13, ✉ 31: [1160, 1172, 1343, 1187]
directory-entry: — J. D., Schiffs-Asseccuranz, BCto: Volksb., Rathhausstr. 14, ✉ 1: [492, 1511, 755, 1542]
directory-entry: — Fr., Hamburgerstr. 67, H. 7, ✉ 22: [492, 494, 712, 509]
directory-entry: — Ernst, Ewerführer, Pauliinenstr. 1, ✉ 4: [158, 340, 408, 355]
directory-entry: — Wwe., C., Martinistr. 14, ✉ 20: [1160, 233, 1358, 248]
directory-entry: — F. W., Schutzmann, Greifswalderstr. 18/20, ✉ 5: [158, 494, 459, 509]
firm-entry: ⊙ Joh. Otten & Zoon, IR, Schiffsmakler, BCto: Nordd. B. Fil. Hbg., Bst. vor Compt. 7, Tadr: Ottzoon, ☎ I, 6124, Steinhöft 10, ✉ 11, Inh: B. L. J. HischemöllerinRotterdam: [492, 741, 806, 819]
directory-entry: — Th., Arbtr., Heitmannstr. 61, ✉ 22: [158, 1434, 380, 1449]
directory-entry: — Wwe., Emma, Pinnebergerweg 22/24, ✉ 19: [158, 294, 437, 309]
directory-entry: — Frl. Johanna, Privatiere, Kösterstr. 6, ✉ 20: [158, 1049, 432, 1064]
directory-entry: — E. J., Fruchthändler, ☎ I, 3607, Messberg 27, ✉ 1: [158, 356, 478, 371]
directory-entry: — jr., F., Glaserei, Mittelweg 131, H. 4, ✉ 13: [492, 479, 763, 494]
directory-entry: — Carl, Fischconservenfabrik, BCto: Deutsche B. Fil. Hbg. Lindenallee 79, ✉ 19: [1160, 263, 1460, 294]
directory-entry: — Arthur, Kaufm., Eppendorferweg 147, ✉ 30: [826, 1203, 1106, 1218]
directory-entry: — H., Postschaffn., Falkenried 95, ✉ 30: [1160, 1465, 1400, 1480]
firm-entry: ⊙ Gustav Ottmer, IR, Mitgl. e. E.K., Export, BCto: Vereinsb., Bst. Pl. 21 Q. 39, neue Gröningerstr. 13, ✉ 8, Inh: G. Alb. Ottmer, hier u. P. G. Ottmer, Bergedorf: [826, 772, 1141, 834]
